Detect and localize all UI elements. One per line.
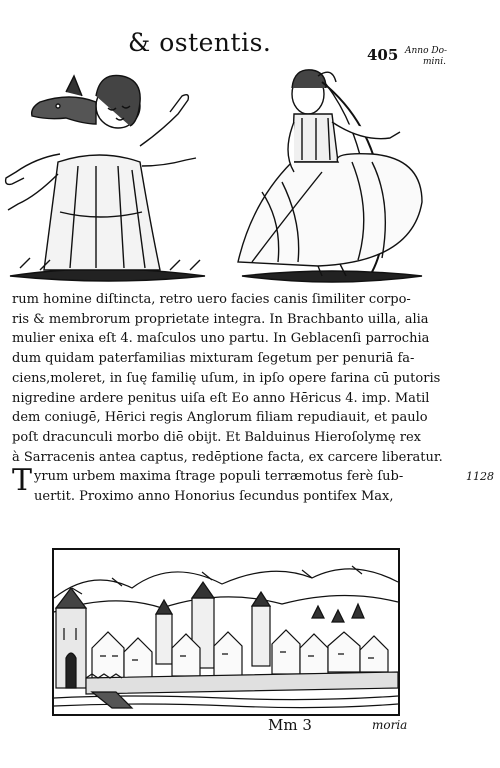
- main-text: [12, 290, 480, 507]
- margin-annotation-line: mini.: [423, 57, 446, 67]
- walled-town-landscape-woodcut-icon: [52, 548, 400, 716]
- two-faced-man-dog-woodcut-icon: [0, 62, 215, 290]
- page-number: 405: [367, 46, 399, 64]
- text-line: rum homine diſtincta, retro uero facies canis ſimiliter corpo-: [12, 292, 411, 307]
- text-line: mulier enixa eſt 4. maſculos uno partu. In Geblacenſi parrochia: [12, 331, 430, 347]
- page-footer: [0, 714, 500, 740]
- text-line: à Sarracenis antea captus, redēptione facta, ex carcere liberatur.: [12, 449, 443, 465]
- text-line: dem coniugē, Hērici regis Anglorum filiam repudiauit, et paulo: [12, 410, 428, 426]
- text-line: nigredine ardere penitus uiſa eſt Eo anno Hēricus 4. imp. Matil: [12, 390, 430, 406]
- text-line: yrum urbem maxima ſtrage populi terræmotus ferè ſub-: [34, 469, 404, 485]
- text-line: dum quidam paterfamilias mixturam ſegetum per penuriā fa-: [12, 351, 415, 367]
- running-title: & ostentis.: [128, 28, 272, 57]
- margin-annotation-line: Anno Do-: [405, 46, 448, 56]
- drop-cap: T: [12, 463, 33, 499]
- text-line: ris & membrorum proprietate integra. In Brachbanto uilla, alia: [12, 311, 429, 327]
- text-line: ciens,moleret, in ſuę familię uſum, in ipſo opere farina cū putoris: [12, 370, 441, 386]
- signature-mark: Mm 3: [268, 716, 312, 734]
- text-line: uertit. Proximo anno Honorius ſecundus pontifex Max,: [34, 489, 394, 505]
- text-line: poſt dracunculi morbo diē obijt. Et Balduinus Hieroſolymę rex: [12, 429, 421, 445]
- catchword: moria: [372, 718, 408, 732]
- margin-year: 1128: [466, 470, 494, 483]
- pregnant-woman-woodcut-icon: [222, 62, 442, 290]
